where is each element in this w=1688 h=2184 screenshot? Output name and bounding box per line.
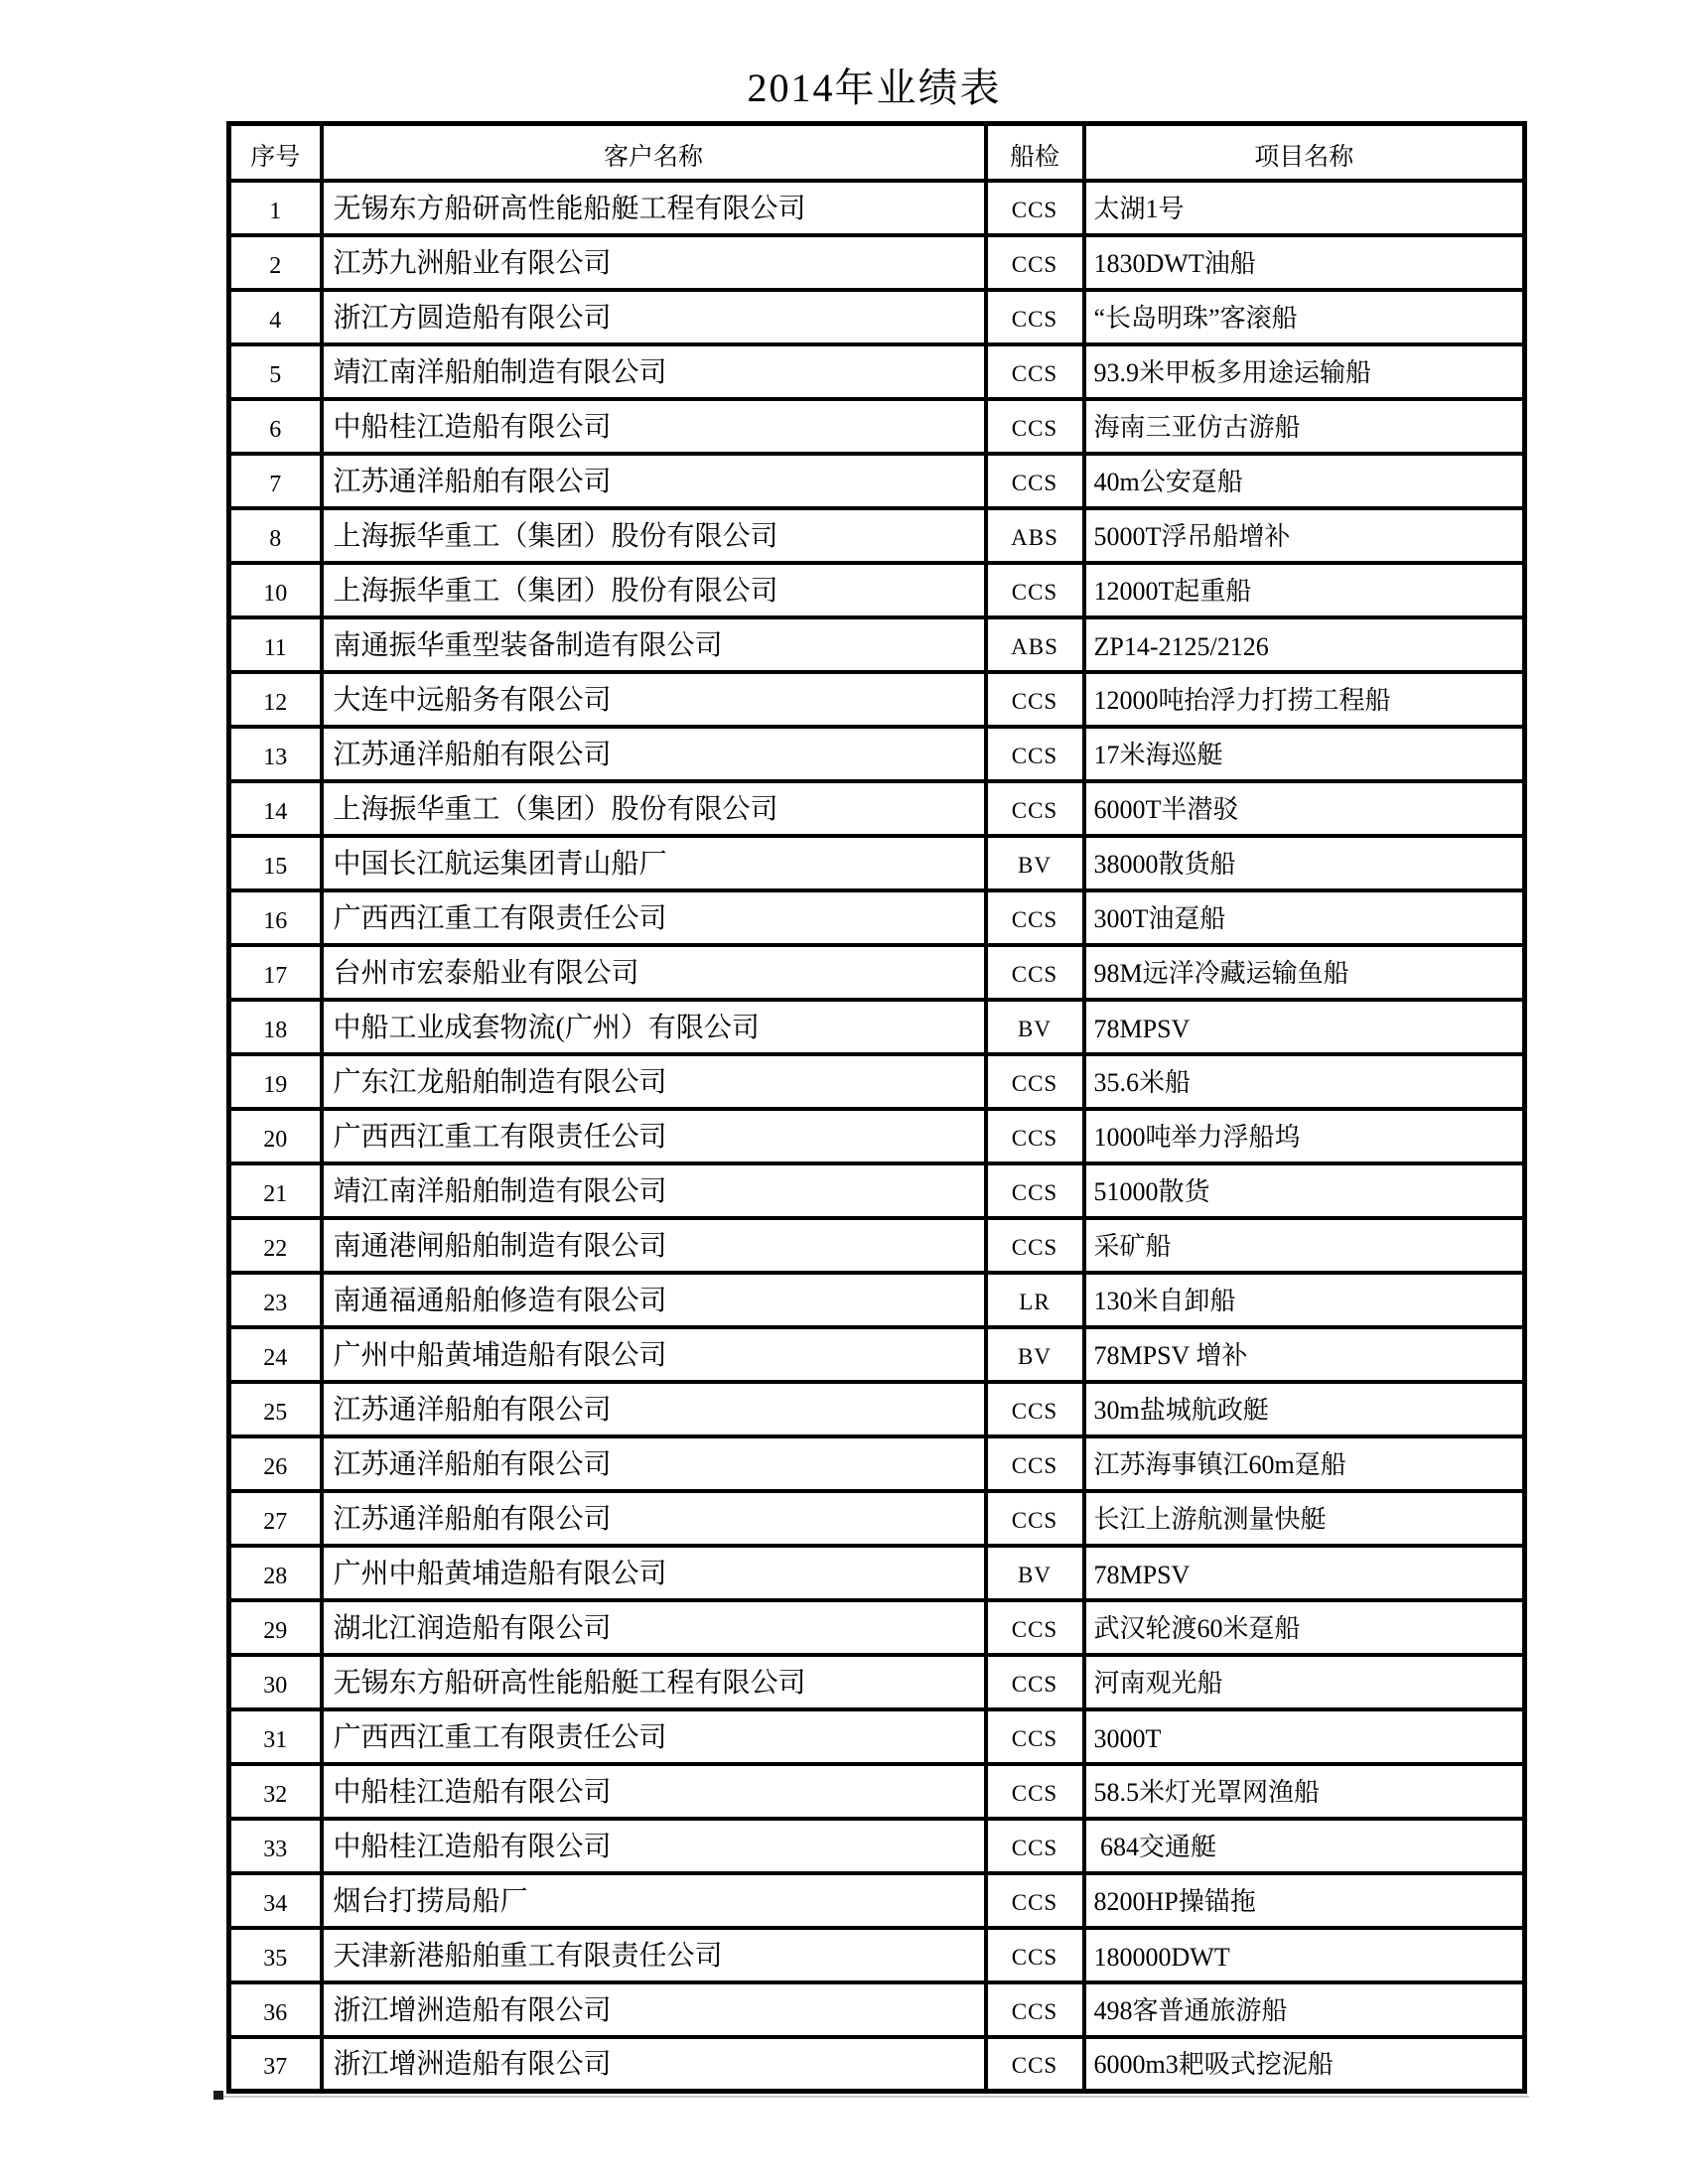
table-row: [229, 1709, 1525, 1764]
page-bottom-rule: [218, 2096, 1529, 2098]
client-name-cell: 南通福通船舶修造有限公司: [322, 1273, 986, 1327]
row-number-cell: 12: [229, 672, 322, 727]
class-society-cell: CCS: [986, 1382, 1084, 1436]
project-name-cell: 38000散货船: [1084, 836, 1525, 890]
project-name-cell: 8200HP操锚拖: [1084, 1873, 1525, 1928]
table-row: [229, 454, 1525, 508]
row-number-cell: 31: [229, 1709, 322, 1764]
class-society-cell: CCS: [986, 1054, 1084, 1109]
class-society-cell: CCS: [986, 1600, 1084, 1655]
class-society-cell: CCS: [986, 1491, 1084, 1546]
project-name-cell: 684交通艇: [1084, 1819, 1525, 1873]
client-name-cell: 浙江增洲造船有限公司: [322, 1982, 986, 2037]
table-row: [229, 1000, 1525, 1054]
row-number-cell: 4: [229, 290, 322, 344]
table-row: [229, 1109, 1525, 1163]
table-row: [229, 1819, 1525, 1873]
table-row: [229, 727, 1525, 781]
row-number-cell: 11: [229, 617, 322, 672]
client-name-cell: 江苏通洋船舶有限公司: [322, 1382, 986, 1436]
project-name-cell: 300T油趸船: [1084, 890, 1525, 945]
row-number-cell: 19: [229, 1054, 322, 1109]
client-name-cell: 无锡东方船研高性能船艇工程有限公司: [322, 181, 986, 235]
table-row: [229, 1655, 1525, 1709]
client-name-cell: 江苏通洋船舶有限公司: [322, 454, 986, 508]
table-row: [229, 1054, 1525, 1109]
table-row: [229, 1600, 1525, 1655]
client-name-cell: 江苏通洋船舶有限公司: [322, 727, 986, 781]
project-name-cell: “长岛明珠”客滚船: [1084, 290, 1525, 344]
class-society-cell: CCS: [986, 727, 1084, 781]
table-header: [229, 124, 1525, 181]
table-row: [229, 1546, 1525, 1600]
class-society-cell: CCS: [986, 781, 1084, 836]
class-society-cell: CCS: [986, 1109, 1084, 1163]
project-name-cell: ZP14-2125/2126: [1084, 617, 1525, 672]
project-name-cell: 长江上游航测量快艇: [1084, 1491, 1525, 1546]
table-row: [229, 1764, 1525, 1819]
project-name-cell: 江苏海事镇江60m趸船: [1084, 1436, 1525, 1491]
row-number-cell: 7: [229, 454, 322, 508]
class-society-cell: CCS: [986, 290, 1084, 344]
project-name-cell: 3000T: [1084, 1709, 1525, 1764]
class-society-cell: CCS: [986, 1873, 1084, 1928]
class-society-cell: BV: [986, 1546, 1084, 1600]
client-name-cell: 南通振华重型装备制造有限公司: [322, 617, 986, 672]
column-header-project: 项目名称: [1084, 124, 1525, 181]
project-name-cell: 98M远洋冷藏运输鱼船: [1084, 945, 1525, 1000]
row-number-cell: 2: [229, 235, 322, 290]
row-number-cell: 35: [229, 1928, 322, 1982]
class-society-cell: CCS: [986, 1436, 1084, 1491]
column-header-no: 序号: [229, 124, 322, 181]
class-society-cell: CCS: [986, 1655, 1084, 1709]
row-number-cell: 18: [229, 1000, 322, 1054]
table-row: [229, 890, 1525, 945]
table-row: [229, 2037, 1525, 2092]
client-name-cell: 南通港闸船舶制造有限公司: [322, 1218, 986, 1273]
table-row: [229, 1982, 1525, 2037]
row-number-cell: 10: [229, 563, 322, 617]
class-society-cell: CCS: [986, 235, 1084, 290]
table-row: [229, 1382, 1525, 1436]
class-society-cell: BV: [986, 1327, 1084, 1382]
class-society-cell: CCS: [986, 1982, 1084, 2037]
project-name-cell: 78MPSV 增补: [1084, 1327, 1525, 1382]
class-society-cell: BV: [986, 836, 1084, 890]
row-number-cell: 27: [229, 1491, 322, 1546]
client-name-cell: 广西西江重工有限责任公司: [322, 1109, 986, 1163]
project-name-cell: 采矿船: [1084, 1218, 1525, 1273]
table-row: [229, 1218, 1525, 1273]
table-row: [229, 1273, 1525, 1327]
table-row: [229, 1928, 1525, 1982]
row-number-cell: 17: [229, 945, 322, 1000]
row-number-cell: 8: [229, 508, 322, 563]
row-number-cell: 28: [229, 1546, 322, 1600]
row-number-cell: 33: [229, 1819, 322, 1873]
header-row: [229, 124, 1525, 181]
column-header-client: 客户名称: [322, 124, 986, 181]
client-name-cell: 大连中远船务有限公司: [322, 672, 986, 727]
project-name-cell: 78MPSV: [1084, 1000, 1525, 1054]
class-society-cell: CCS: [986, 563, 1084, 617]
row-number-cell: 24: [229, 1327, 322, 1382]
class-society-cell: CCS: [986, 399, 1084, 454]
project-name-cell: 12000吨抬浮力打捞工程船: [1084, 672, 1525, 727]
page-title: 2014年业绩表: [747, 66, 1002, 110]
class-society-cell: CCS: [986, 454, 1084, 508]
class-society-cell: ABS: [986, 617, 1084, 672]
project-name-cell: 93.9米甲板多用途运输船: [1084, 344, 1525, 399]
table-body: [229, 181, 1525, 2092]
table-row: [229, 781, 1525, 836]
client-name-cell: 中船桂江造船有限公司: [322, 1764, 986, 1819]
project-name-cell: 12000T起重船: [1084, 563, 1525, 617]
table-row: [229, 508, 1525, 563]
table-row: [229, 1436, 1525, 1491]
client-name-cell: 中国长江航运集团青山船厂: [322, 836, 986, 890]
client-name-cell: 靖江南洋船舶制造有限公司: [322, 1163, 986, 1218]
client-name-cell: 台州市宏泰船业有限公司: [322, 945, 986, 1000]
project-name-cell: 35.6米船: [1084, 1054, 1525, 1109]
project-name-cell: 78MPSV: [1084, 1546, 1525, 1600]
project-name-cell: 40m公安趸船: [1084, 454, 1525, 508]
project-name-cell: 1830DWT油船: [1084, 235, 1525, 290]
client-name-cell: 广西西江重工有限责任公司: [322, 1709, 986, 1764]
row-number-cell: 13: [229, 727, 322, 781]
row-number-cell: 22: [229, 1218, 322, 1273]
table-row: [229, 836, 1525, 890]
class-society-cell: CCS: [986, 2037, 1084, 2092]
project-name-cell: 6000T半潜驳: [1084, 781, 1525, 836]
row-number-cell: 36: [229, 1982, 322, 2037]
table-row: [229, 290, 1525, 344]
row-number-cell: 23: [229, 1273, 322, 1327]
table-row: [229, 563, 1525, 617]
class-society-cell: CCS: [986, 1764, 1084, 1819]
row-number-cell: 21: [229, 1163, 322, 1218]
class-society-cell: CCS: [986, 344, 1084, 399]
table-row: [229, 344, 1525, 399]
project-name-cell: 太湖1号: [1084, 181, 1525, 235]
client-name-cell: 中船桂江造船有限公司: [322, 1819, 986, 1873]
row-number-cell: 6: [229, 399, 322, 454]
client-name-cell: 江苏九洲船业有限公司: [322, 235, 986, 290]
table-row: [229, 181, 1525, 235]
table-row: [229, 399, 1525, 454]
project-name-cell: 498客普通旅游船: [1084, 1982, 1525, 2037]
client-name-cell: 中船工业成套物流(广州）有限公司: [322, 1000, 986, 1054]
class-society-cell: ABS: [986, 508, 1084, 563]
client-name-cell: 靖江南洋船舶制造有限公司: [322, 344, 986, 399]
table-row: [229, 1163, 1525, 1218]
client-name-cell: 广东江龙船舶制造有限公司: [322, 1054, 986, 1109]
project-name-cell: 河南观光船: [1084, 1655, 1525, 1709]
project-name-cell: 1000吨举力浮船坞: [1084, 1109, 1525, 1163]
performance-table: [226, 121, 1527, 2094]
client-name-cell: 江苏通洋船舶有限公司: [322, 1491, 986, 1546]
row-number-cell: 20: [229, 1109, 322, 1163]
client-name-cell: 浙江增洲造船有限公司: [322, 2037, 986, 2092]
client-name-cell: 无锡东方船研高性能船艇工程有限公司: [322, 1655, 986, 1709]
row-number-cell: 37: [229, 2037, 322, 2092]
client-name-cell: 天津新港船舶重工有限责任公司: [322, 1928, 986, 1982]
client-name-cell: 广西西江重工有限责任公司: [322, 890, 986, 945]
client-name-cell: 烟台打捞局船厂: [322, 1873, 986, 1928]
class-society-cell: CCS: [986, 181, 1084, 235]
project-name-cell: 武汉轮渡60米趸船: [1084, 1600, 1525, 1655]
class-society-cell: LR: [986, 1273, 1084, 1327]
class-society-cell: CCS: [986, 1218, 1084, 1273]
row-number-cell: 32: [229, 1764, 322, 1819]
class-society-cell: CCS: [986, 945, 1084, 1000]
project-name-cell: 58.5米灯光罩网渔船: [1084, 1764, 1525, 1819]
table-row: [229, 672, 1525, 727]
client-name-cell: 湖北江润造船有限公司: [322, 1600, 986, 1655]
row-number-cell: 16: [229, 890, 322, 945]
client-name-cell: 广州中船黄埔造船有限公司: [322, 1546, 986, 1600]
class-society-cell: CCS: [986, 1928, 1084, 1982]
row-number-cell: 30: [229, 1655, 322, 1709]
client-name-cell: 浙江方圆造船有限公司: [322, 290, 986, 344]
row-number-cell: 5: [229, 344, 322, 399]
client-name-cell: 中船桂江造船有限公司: [322, 399, 986, 454]
class-society-cell: CCS: [986, 1709, 1084, 1764]
class-society-cell: CCS: [986, 1163, 1084, 1218]
project-name-cell: 180000DWT: [1084, 1928, 1525, 1982]
project-name-cell: 130米自卸船: [1084, 1273, 1525, 1327]
class-society-cell: BV: [986, 1000, 1084, 1054]
table-row: [229, 617, 1525, 672]
client-name-cell: 广州中船黄埔造船有限公司: [322, 1327, 986, 1382]
client-name-cell: 江苏通洋船舶有限公司: [322, 1436, 986, 1491]
row-number-cell: 15: [229, 836, 322, 890]
table-row: [229, 235, 1525, 290]
project-name-cell: 海南三亚仿古游船: [1084, 399, 1525, 454]
table-row: [229, 945, 1525, 1000]
project-name-cell: 51000散货: [1084, 1163, 1525, 1218]
column-header-survey: 船检: [986, 124, 1084, 181]
project-name-cell: 6000m3耙吸式挖泥船: [1084, 2037, 1525, 2092]
row-number-cell: 1: [229, 181, 322, 235]
table-row: [229, 1327, 1525, 1382]
class-society-cell: CCS: [986, 1819, 1084, 1873]
project-name-cell: 17米海巡艇: [1084, 727, 1525, 781]
row-number-cell: 14: [229, 781, 322, 836]
project-name-cell: 30m盐城航政艇: [1084, 1382, 1525, 1436]
class-society-cell: CCS: [986, 890, 1084, 945]
client-name-cell: 上海振华重工（集团）股份有限公司: [322, 781, 986, 836]
class-society-cell: CCS: [986, 672, 1084, 727]
row-number-cell: 29: [229, 1600, 322, 1655]
table-row: [229, 1873, 1525, 1928]
table-row: [229, 1491, 1525, 1546]
client-name-cell: 上海振华重工（集团）股份有限公司: [322, 563, 986, 617]
row-number-cell: 25: [229, 1382, 322, 1436]
project-name-cell: 5000T浮吊船增补: [1084, 508, 1525, 563]
scan-artifact-mark: [213, 2091, 223, 2100]
row-number-cell: 26: [229, 1436, 322, 1491]
row-number-cell: 34: [229, 1873, 322, 1928]
client-name-cell: 上海振华重工（集团）股份有限公司: [322, 508, 986, 563]
